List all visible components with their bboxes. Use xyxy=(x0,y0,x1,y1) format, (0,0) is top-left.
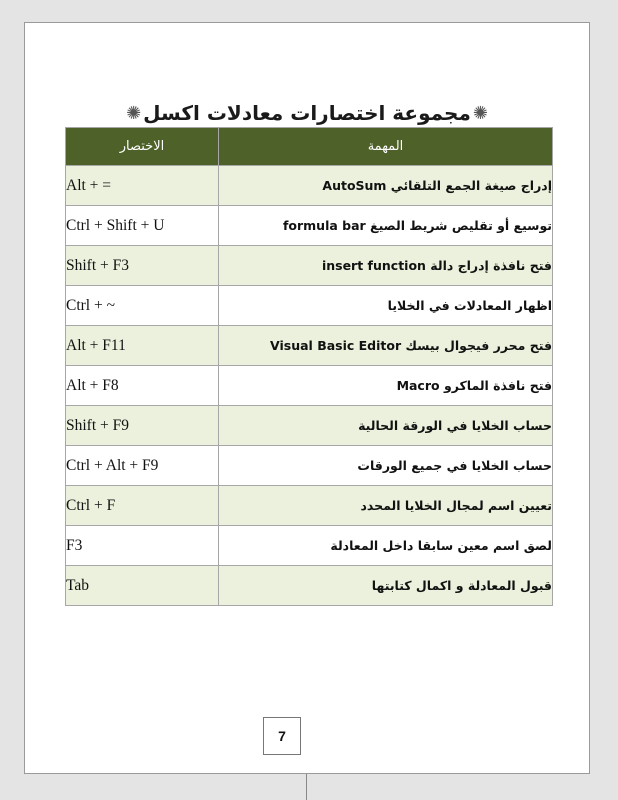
table-row xyxy=(66,446,553,486)
task-cell: حساب الخلايا في جميع الورقات xyxy=(219,446,553,486)
shortcut-cell: Shift + F9 xyxy=(66,406,219,446)
shortcut-cell: Ctrl + Alt + F9 xyxy=(66,446,219,486)
task-cell: تعيين اسم لمجال الخلايا المحدد xyxy=(219,486,553,526)
shortcut-cell: Ctrl + Shift + U xyxy=(66,206,219,246)
shortcut-cell: Tab xyxy=(66,566,219,606)
task-cell: لصق اسم معين سابقا داخل المعادلة xyxy=(219,526,553,566)
table-row xyxy=(66,286,553,326)
table-row xyxy=(66,526,553,566)
table-row xyxy=(66,206,553,246)
task-cell: توسيع أو تقليص شريط الصيغ formula bar xyxy=(219,206,553,246)
shortcut-cell: Shift + F3 xyxy=(66,246,219,286)
task-cell: فتح محرر فيجوال بيسك Visual Basic Editor xyxy=(219,326,553,366)
shortcuts-table xyxy=(65,127,553,606)
table-row xyxy=(66,326,553,366)
table-header-row xyxy=(66,128,553,166)
ornament-right-icon: ✺ xyxy=(472,102,488,124)
header-shortcut: الاختصار xyxy=(66,128,219,166)
table-row xyxy=(66,246,553,286)
shortcut-cell: Alt + = xyxy=(66,166,219,206)
page-divider xyxy=(306,774,307,800)
shortcut-cell: Ctrl + F xyxy=(66,486,219,526)
document-page xyxy=(24,22,590,774)
task-cell: فتح نافذة إدراج دالة insert function xyxy=(219,246,553,286)
table-row xyxy=(66,366,553,406)
table-row xyxy=(66,406,553,446)
shortcut-cell: Ctrl + ~ xyxy=(66,286,219,326)
task-cell: إدراج صيغة الجمع التلقائي AutoSum xyxy=(219,166,553,206)
task-cell: اظهار المعادلات في الخلايا xyxy=(219,286,553,326)
shortcut-cell: F3 xyxy=(66,526,219,566)
ornament-left-icon: ✺ xyxy=(126,102,142,124)
shortcut-cell: Alt + F11 xyxy=(66,326,219,366)
header-task: المهمة xyxy=(219,128,553,166)
table-row xyxy=(66,486,553,526)
shortcut-cell: Alt + F8 xyxy=(66,366,219,406)
task-cell: فتح نافذة الماكرو Macro xyxy=(219,366,553,406)
page-number: 7 xyxy=(263,717,301,755)
task-cell: قبول المعادلة و اكمال كتابتها xyxy=(219,566,553,606)
table-row xyxy=(66,566,553,606)
title-text: مجموعة اختصارات معادلات اكسل xyxy=(143,101,471,125)
task-cell: حساب الخلايا في الورقة الحالية xyxy=(219,406,553,446)
table-row xyxy=(66,166,553,206)
